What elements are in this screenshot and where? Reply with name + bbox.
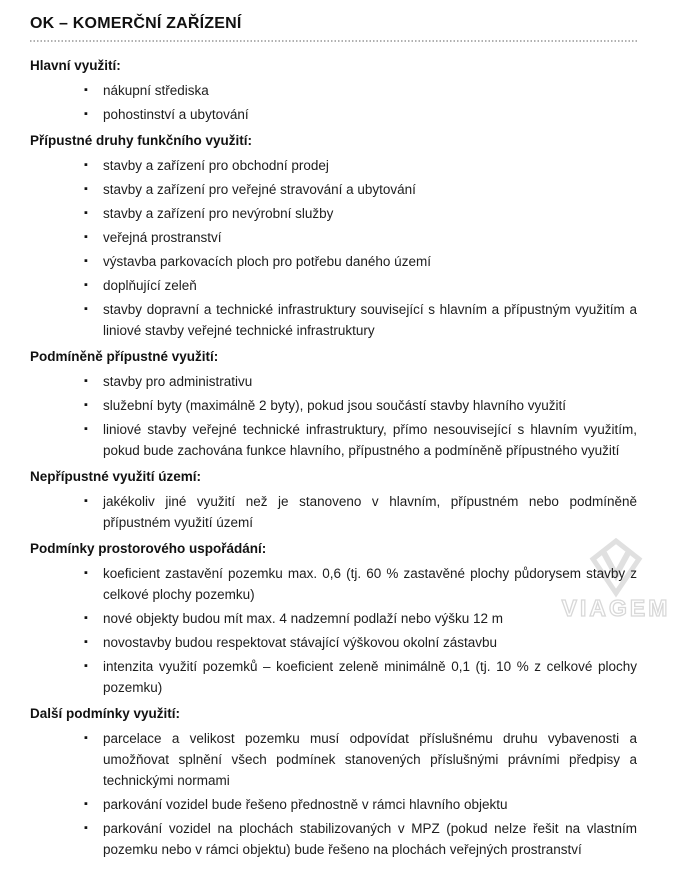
bullet-square-icon: ▪ — [84, 159, 88, 171]
bullet-text: parkování vozidel na plochách stabilizovaných v MPZ (pokud nelze řešit na vlastním pozemku nebo v rámci objektu) bude řešeno na plochách veřejných prostranství — [103, 821, 637, 857]
bullet-item — [84, 656, 637, 698]
section-heading: Hlavní využití: — [30, 58, 121, 73]
section — [30, 57, 637, 125]
bullet-list — [30, 155, 637, 341]
bullet-square-icon: ▪ — [84, 798, 88, 810]
bullet-item — [84, 179, 637, 200]
bullet-text: stavby pro administrativu — [103, 374, 253, 389]
bullet-item — [84, 227, 637, 248]
bullet-text: liniové stavby veřejné technické infrastruktury, přímo nesouvisející s hlavním využitím, pokud bude zachována funkce hlavního, přípustného a podmíněně přípustného využití — [103, 422, 637, 458]
bullet-item — [84, 104, 637, 125]
bullet-item — [84, 419, 637, 461]
watermark-text: VIAGEM — [561, 595, 671, 621]
section-heading: Podmínky prostorového uspořádání: — [30, 541, 267, 556]
bullet-item — [84, 491, 637, 533]
bullet-square-icon: ▪ — [84, 495, 88, 507]
bullet-item — [84, 155, 637, 176]
section — [30, 540, 637, 698]
bullet-text: parcelace a velikost pozemku musí odpovídat příslušnému druhu vybavenosti a umožňovat splnění všech podmínek stanovených příslušnými právními předpisy a technickými normami — [103, 731, 637, 788]
bullet-text: jakékoliv jiné využití než je stanoveno v hlavním, přípustném nebo podmíněně přípustném využití území — [103, 494, 637, 530]
bullet-text: výstavba parkovacích ploch pro potřebu daného území — [103, 254, 431, 269]
bullet-square-icon: ▪ — [84, 636, 88, 648]
bullet-item — [84, 299, 637, 341]
bullet-text: nákupní střediska — [103, 83, 209, 98]
bullet-item — [84, 80, 637, 101]
bullet-square-icon: ▪ — [84, 423, 88, 435]
bullet-square-icon: ▪ — [84, 567, 88, 579]
section-heading: Další podmínky využití: — [30, 706, 181, 721]
bullet-square-icon: ▪ — [84, 279, 88, 291]
bullet-text: pohostinství a ubytování — [103, 107, 249, 122]
bullet-text: koeficient zastavění pozemku max. 0,6 (tj. 60 % zastavěné plochy půdorysem stavby z celkové plochy pozemku) — [103, 566, 637, 602]
bullet-text: stavby dopravní a technické infrastruktury související s hlavním a přípustným využitím a liniové stavby veřejné technické infrastruktury — [103, 302, 637, 338]
bullet-square-icon: ▪ — [84, 612, 88, 624]
bullet-square-icon: ▪ — [84, 822, 88, 834]
bullet-list — [30, 80, 637, 125]
bullet-item — [84, 794, 637, 815]
bullet-list — [30, 371, 637, 461]
bullet-text: služební byty (maximálně 2 byty), pokud jsou součástí stavby hlavního využití — [103, 398, 566, 413]
bullet-list — [30, 563, 637, 698]
bullet-item — [84, 563, 637, 605]
section-heading: Přípustné druhy funkčního využití: — [30, 133, 253, 148]
bullet-item — [84, 395, 637, 416]
bullet-item — [84, 371, 637, 392]
bullet-square-icon: ▪ — [84, 183, 88, 195]
bullet-text: veřejná prostranství — [103, 230, 222, 245]
bullet-item — [84, 608, 637, 629]
bullet-square-icon: ▪ — [84, 399, 88, 411]
bullet-item — [84, 275, 637, 296]
bullet-text: intenzita využití pozemků – koeficient zeleně minimálně 0,1 (tj. 10 % z celkové plochy pozemku) — [103, 659, 637, 695]
bullet-square-icon: ▪ — [84, 375, 88, 387]
section-heading: Nepřípustné využití území: — [30, 469, 202, 484]
bullet-text: stavby a zařízení pro veřejné stravování a ubytování — [103, 182, 416, 197]
bullet-square-icon: ▪ — [84, 255, 88, 267]
bullet-item — [84, 818, 637, 860]
bullet-item — [84, 251, 637, 272]
section — [30, 705, 637, 860]
bullet-square-icon: ▪ — [84, 732, 88, 744]
title-divider — [30, 40, 637, 42]
bullet-text: nové objekty budou mít max. 4 nadzemní podlaží nebo výšku 12 m — [103, 611, 503, 626]
sections-container — [30, 57, 637, 860]
bullet-square-icon: ▪ — [84, 108, 88, 120]
bullet-square-icon: ▪ — [84, 303, 88, 315]
bullet-text: novostavby budou respektovat stávající výškovou okolní zástavbu — [103, 635, 497, 650]
bullet-item — [84, 203, 637, 224]
bullet-text: stavby a zařízení pro nevýrobní služby — [103, 206, 334, 221]
section-heading: Podmíněně přípustné využití: — [30, 349, 219, 364]
bullet-square-icon: ▪ — [84, 207, 88, 219]
bullet-square-icon: ▪ — [84, 231, 88, 243]
bullet-text: stavby a zařízení pro obchodní prodej — [103, 158, 329, 173]
bullet-item — [84, 728, 637, 791]
section — [30, 468, 637, 533]
bullet-text: doplňující zeleň — [103, 278, 197, 293]
page-title: OK – KOMERČNÍ ZAŘÍZENÍ — [30, 15, 242, 32]
bullet-square-icon: ▪ — [84, 84, 88, 96]
section — [30, 132, 637, 341]
section — [30, 348, 637, 461]
bullet-list — [30, 728, 637, 860]
bullet-item — [84, 632, 637, 653]
bullet-list — [30, 491, 637, 533]
bullet-text: parkování vozidel bude řešeno přednostně v rámci hlavního objektu — [103, 797, 508, 812]
bullet-square-icon: ▪ — [84, 660, 88, 672]
